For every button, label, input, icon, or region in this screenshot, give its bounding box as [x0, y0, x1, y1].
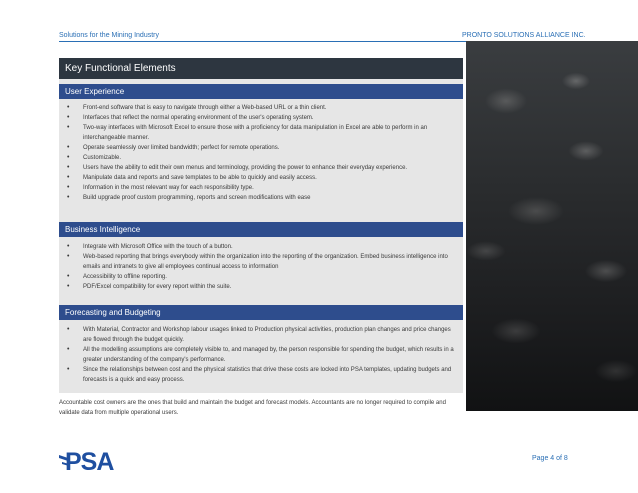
- header-rule: [59, 41, 466, 42]
- list-item: • Customizable.: [65, 153, 460, 163]
- list-item: • PDF/Excel compatibility for every report within the suite.: [65, 282, 460, 292]
- list-item: • Manipulate data and reports and save templates to be able to quickly and easily access.: [65, 173, 460, 183]
- list-item: • Web-based reporting that brings everybody within the organization into the reporting of the organization. Embed business intelligence into emails and intranets to give all employees continual access to information: [65, 252, 460, 272]
- list-item: • Front-end software that is easy to navigate through either a Web-based URL or a thin client.: [65, 103, 460, 113]
- list-item: • Interfaces that reflect the normal operating environment of the user's operating system.: [65, 113, 460, 123]
- list-item: • Information in the most relevant way for each responsibility type.: [65, 183, 460, 193]
- list-item: • Build upgrade proof custom programming, reports and screen modifications with ease: [65, 193, 460, 203]
- list-item: • With Material, Contractor and Workshop labour usages linked to Production physical activities, production plan changes and price changes are flowed through the budget quickly.: [65, 325, 460, 345]
- coal-image: [466, 41, 638, 411]
- list-item: • All the modelling assumptions are completely visible to, and managed by, the person responsible for spending the budget, which results in a greater understanding of the company's performance.: [65, 345, 460, 365]
- list-item: • Operate seamlessly over limited bandwidth; perfect for remote operations.: [65, 143, 460, 153]
- panel-title: Key Functional Elements: [65, 63, 176, 74]
- page-number: Page 4 of 8: [532, 455, 568, 462]
- user-experience-list: [65, 103, 460, 203]
- header-left: Solutions for the Mining Industry: [59, 32, 159, 39]
- section-title-business-intelligence: Business Intelligence: [65, 225, 141, 234]
- header-right: PRONTO SOLUTIONS ALLIANCE INC.: [462, 32, 586, 39]
- list-item: • Users have the ability to edit their own menus and terminology, providing the power to enhance their everyday experience.: [65, 163, 460, 173]
- list-item: • Two-way interfaces with Microsoft Excel to ensure those with a proficiency for data manipulation in Excel are able to perform in an interchangeable manner.: [65, 123, 460, 143]
- footnote-paragraph: Accountable cost owners are the ones that build and maintain the budget and forecast models. Accountants are no longer required to compile and validate data from multiple operational users.: [59, 400, 446, 416]
- list-item: • Since the relationships between cost and the physical statistics that drive these costs are locked into PSA templates, updating budgets and forecasts is a quick and easy process.: [65, 365, 460, 385]
- business-intelligence-list: [65, 242, 460, 292]
- logo-text: PSA: [65, 448, 114, 472]
- list-item: • Integrate with Microsoft Office with the touch of a button.: [65, 242, 460, 252]
- section-title-user-experience: User Experience: [65, 87, 125, 96]
- forecasting-budgeting-list: [65, 325, 460, 385]
- section-title-forecasting-budgeting: Forecasting and Budgeting: [65, 308, 161, 317]
- list-item: • Accessibility to offline reporting.: [65, 272, 460, 282]
- psa-logo: [59, 446, 117, 472]
